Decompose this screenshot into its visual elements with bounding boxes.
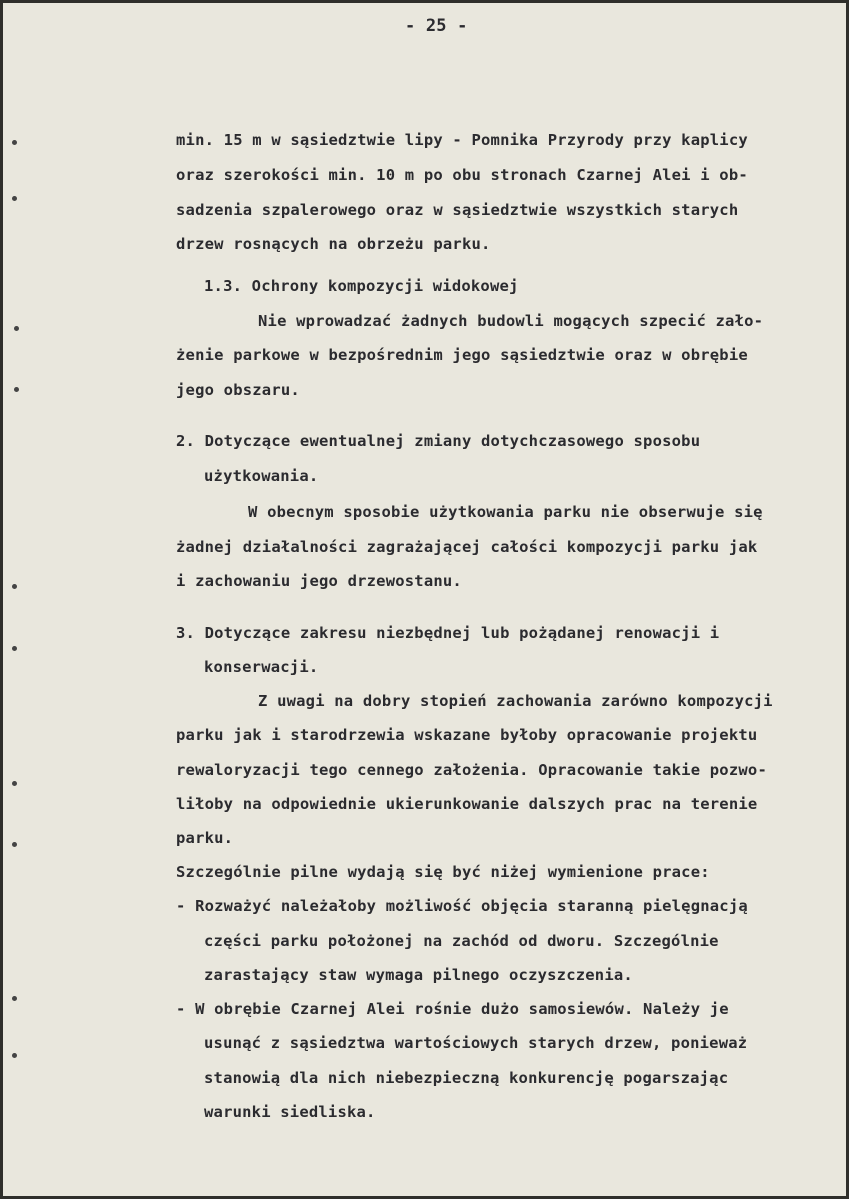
text-line: drzew rosnących na obrzeżu parku. <box>176 235 491 253</box>
text-line: 1.3. Ochrony kompozycji widokowej <box>204 277 519 295</box>
text-line: żadnej działalności zagrażającej całości kompozycji parku jak <box>176 538 758 556</box>
margin-mark <box>14 326 19 331</box>
margin-mark <box>12 196 17 201</box>
margin-mark <box>12 646 17 651</box>
margin-mark <box>12 996 17 1001</box>
text-line: - W obrębie Czarnej Alei rośnie dużo samosiewów. Należy je <box>176 1000 729 1018</box>
margin-mark <box>12 140 17 145</box>
text-line: konserwacji. <box>204 658 319 676</box>
margin-mark <box>12 1053 17 1058</box>
text-line: liłoby na odpowiednie ukierunkowanie dalszych prac na terenie <box>176 795 758 813</box>
margin-mark <box>14 387 19 392</box>
text-line: W obecnym sposobie użytkowania parku nie obserwuje się <box>248 503 763 521</box>
text-line: jego obszaru. <box>176 381 300 399</box>
text-line: Nie wprowadzać żadnych budowli mogących szpecić zało- <box>258 312 764 330</box>
text-line: oraz szerokości min. 10 m po obu stronach Czarnej Alei i ob- <box>176 166 748 184</box>
text-line: Szczególnie pilne wydają się być niżej wymienione prace: <box>176 863 710 881</box>
text-line: rewaloryzacji tego cennego założenia. Opracowanie takie pozwo- <box>176 761 767 779</box>
page-number: - 25 - <box>405 16 468 36</box>
text-line: warunki siedliska. <box>204 1103 376 1121</box>
margin-mark <box>12 584 17 589</box>
text-line: 3. Dotyczące zakresu niezbędnej lub pożądanej renowacji i <box>176 624 720 642</box>
text-line: i zachowaniu jego drzewostanu. <box>176 572 462 590</box>
text-line: - Rozważyć należałoby możliwość objęcia staranną pielęgnacją <box>176 897 748 915</box>
text-line: stanowią dla nich niebezpieczną konkurencję pogarszając <box>204 1069 729 1087</box>
margin-mark <box>12 781 17 786</box>
text-line: Z uwagi na dobry stopień zachowania zarówno kompozycji <box>258 692 773 710</box>
text-line: parku. <box>176 829 234 847</box>
text-line: sadzenia szpalerowego oraz w sąsiedztwie wszystkich starych <box>176 201 739 219</box>
text-line: żenie parkowe w bezpośrednim jego sąsiedztwie oraz w obrębie <box>176 346 748 364</box>
text-line: zarastający staw wymaga pilnego oczyszczenia. <box>204 966 633 984</box>
text-line: usunąć z sąsiedztwa wartościowych starych drzew, ponieważ <box>204 1034 748 1052</box>
margin-mark <box>12 842 17 847</box>
text-line: użytkowania. <box>204 467 319 485</box>
text-line: min. 15 m w sąsiedztwie lipy - Pomnika Przyrody przy kaplicy <box>176 131 748 149</box>
text-line: parku jak i starodrzewia wskazane byłoby opracowanie projektu <box>176 726 758 744</box>
text-line: części parku położonej na zachód od dworu. Szczególnie <box>204 932 719 950</box>
text-line: 2. Dotyczące ewentualnej zmiany dotychczasowego sposobu <box>176 432 701 450</box>
